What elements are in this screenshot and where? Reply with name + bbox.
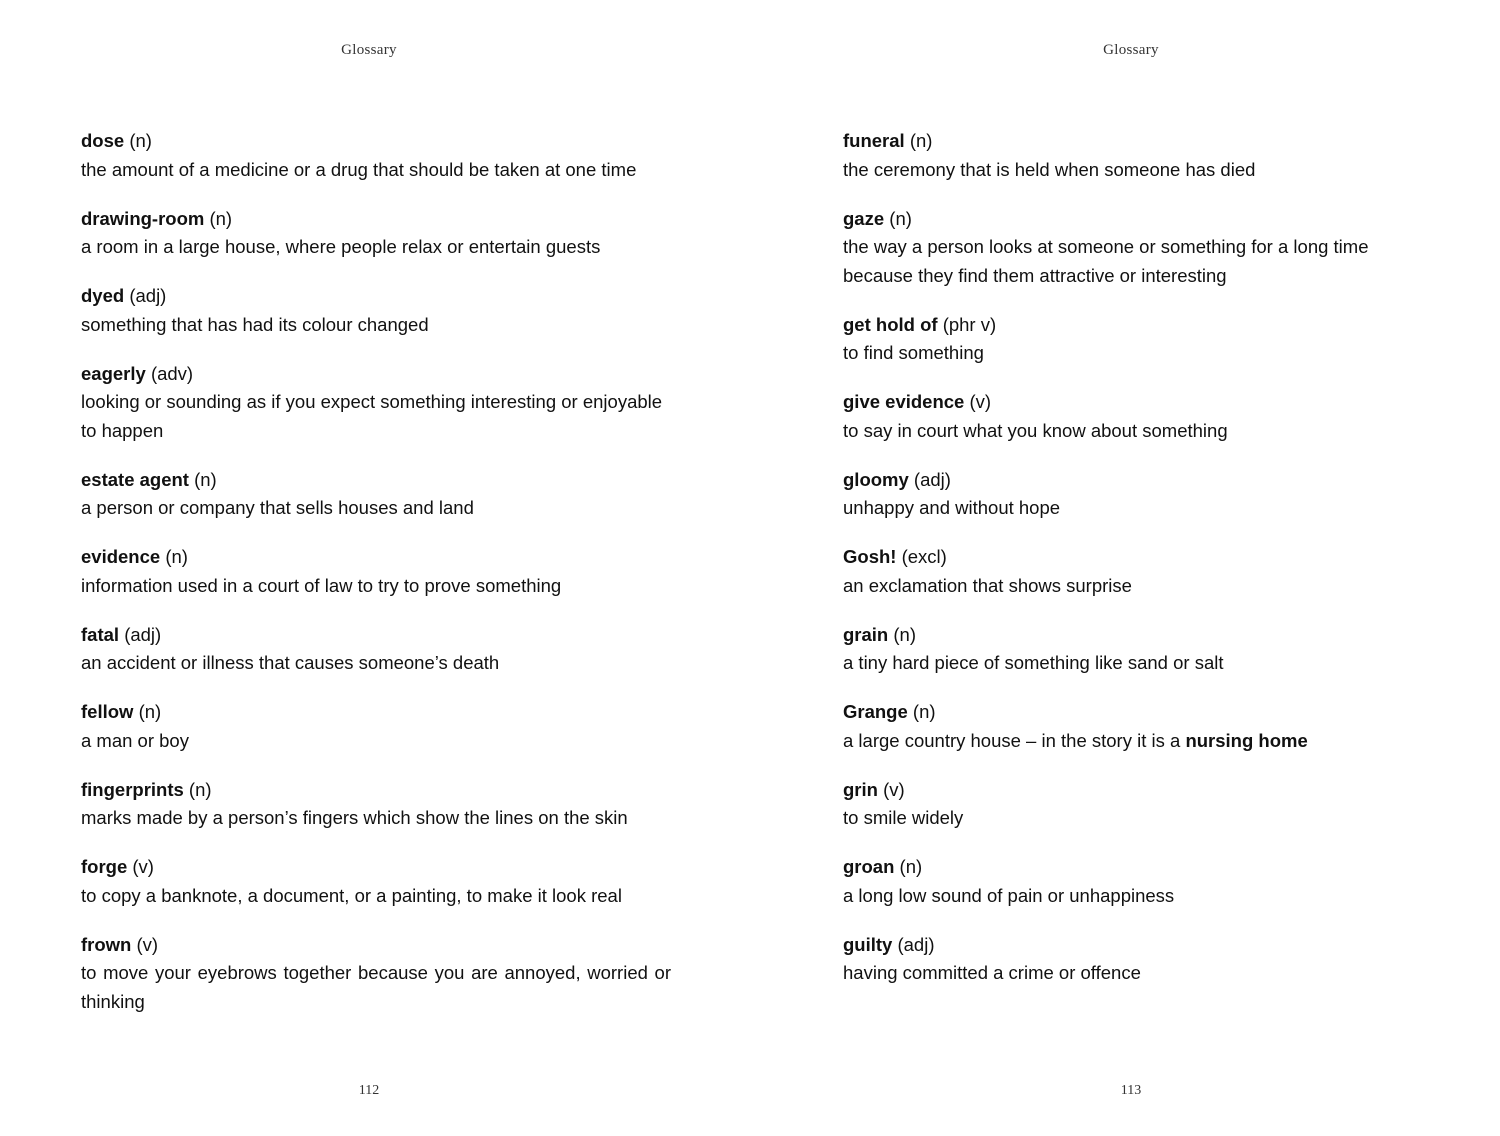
part-of-speech: (adj) bbox=[129, 285, 167, 306]
glossary-entry bbox=[843, 621, 1433, 678]
glossary-entry bbox=[81, 853, 671, 910]
glossary-term: drawing-room bbox=[81, 207, 205, 229]
glossary-term: fingerprints bbox=[81, 778, 184, 800]
part-of-speech: (v) bbox=[136, 933, 159, 955]
glossary-definition: information used in a court of law to try to prove something bbox=[81, 574, 562, 596]
glossary-term: dose bbox=[81, 130, 125, 151]
glossary-entry bbox=[843, 466, 1433, 523]
glossary-definition: looking or sounding as if you expect something interesting or enjoyable to happen bbox=[81, 391, 663, 441]
part-of-speech: (adj) bbox=[897, 933, 935, 955]
glossary-definition: unhappy and without hope bbox=[843, 497, 1061, 518]
glossary-term: frown bbox=[81, 933, 132, 955]
glossary-entry bbox=[81, 205, 671, 262]
part-of-speech: (n) bbox=[909, 130, 933, 151]
glossary-definition: to move your eyebrows together because you are annoyed, worried or thinking bbox=[81, 962, 671, 1012]
part-of-speech: (n) bbox=[129, 130, 152, 151]
glossary-entry bbox=[843, 698, 1433, 755]
glossary-entry bbox=[843, 311, 1433, 368]
glossary-definition: a tiny hard piece of something like sand or salt bbox=[843, 652, 1224, 673]
glossary-entry bbox=[843, 127, 1433, 184]
glossary-term: Grange bbox=[843, 701, 908, 722]
glossary-term: dyed bbox=[81, 285, 125, 306]
glossary-term: get hold of bbox=[843, 313, 938, 335]
glossary-term: forge bbox=[81, 856, 128, 877]
glossary-term: fellow bbox=[81, 701, 134, 722]
glossary-entry bbox=[843, 388, 1433, 445]
glossary-term: fatal bbox=[81, 623, 120, 645]
glossary-definition bbox=[843, 727, 1433, 756]
definition-bold-term: nursing home bbox=[1185, 729, 1308, 751]
glossary-term: funeral bbox=[843, 130, 905, 151]
glossary-definition: a room in a large house, where people relax or entertain guests bbox=[81, 236, 601, 257]
glossary-definition: an exclamation that shows surprise bbox=[843, 574, 1132, 596]
glossary-definition: to find something bbox=[843, 342, 984, 363]
glossary-list bbox=[843, 127, 1433, 1008]
glossary-term: gaze bbox=[843, 207, 885, 229]
part-of-speech: (adv) bbox=[150, 362, 194, 384]
glossary-definition: the amount of a medicine or a drug that should be taken at one time bbox=[81, 158, 637, 180]
part-of-speech: (n) bbox=[899, 856, 923, 877]
glossary-term: evidence bbox=[81, 546, 161, 567]
glossary-term: guilty bbox=[843, 933, 893, 955]
part-of-speech: (n) bbox=[194, 468, 217, 490]
glossary-entry bbox=[81, 621, 671, 678]
glossary-entry bbox=[81, 127, 671, 184]
glossary-entry bbox=[81, 360, 671, 446]
glossary-entry bbox=[81, 698, 671, 755]
running-head: Glossary bbox=[1103, 42, 1159, 58]
part-of-speech: (excl) bbox=[901, 546, 947, 567]
glossary-entry bbox=[843, 931, 1433, 988]
right-page bbox=[750, 0, 1500, 1136]
glossary-entry bbox=[843, 853, 1433, 910]
glossary-definition: something that has had its colour changed bbox=[81, 313, 429, 335]
part-of-speech: (phr v) bbox=[942, 313, 997, 335]
part-of-speech: (adj) bbox=[913, 468, 951, 490]
glossary-entry bbox=[81, 282, 671, 339]
glossary-definition: the ceremony that is held when someone has died bbox=[843, 158, 1256, 180]
running-head: Glossary bbox=[341, 42, 397, 58]
glossary-term: groan bbox=[843, 856, 895, 877]
glossary-definition: a long low sound of pain or unhappiness bbox=[843, 884, 1175, 906]
glossary-definition: to say in court what you know about something bbox=[843, 419, 1228, 441]
glossary-term: eagerly bbox=[81, 362, 146, 384]
glossary-term: grain bbox=[843, 623, 889, 645]
part-of-speech: (adj) bbox=[124, 623, 162, 645]
part-of-speech: (n) bbox=[138, 701, 162, 722]
part-of-speech: (n) bbox=[889, 207, 912, 229]
glossary-entry bbox=[843, 205, 1433, 291]
page-number: 113 bbox=[1120, 1083, 1142, 1098]
glossary-term: grin bbox=[843, 778, 878, 800]
part-of-speech: (n) bbox=[912, 701, 936, 722]
page-number: 112 bbox=[358, 1083, 380, 1098]
glossary-definition: a man or boy bbox=[81, 729, 189, 751]
glossary-definition: marks made by a person’s fingers which show the lines on the skin bbox=[81, 807, 628, 828]
glossary-entry bbox=[81, 543, 671, 600]
glossary-definition: the way a person looks at someone or something for a long time because they find them attractive or interesting bbox=[843, 236, 1369, 286]
glossary-term: estate agent bbox=[81, 468, 189, 490]
glossary-entry bbox=[81, 776, 671, 833]
part-of-speech: (n) bbox=[188, 778, 212, 800]
part-of-speech: (v) bbox=[883, 778, 905, 800]
definition-text: a large country house – in the story it is a bbox=[843, 729, 1181, 751]
glossary-definition: to copy a banknote, a document, or a painting, to make it look real bbox=[81, 884, 622, 906]
glossary-term: Gosh! bbox=[843, 546, 897, 567]
glossary-definition: an accident or illness that causes someone’s death bbox=[81, 652, 500, 673]
glossary-definition: to smile widely bbox=[843, 807, 964, 828]
glossary-entry bbox=[843, 776, 1433, 833]
glossary-term: gloomy bbox=[843, 468, 909, 490]
glossary-list bbox=[81, 127, 671, 1037]
glossary-entry bbox=[81, 931, 671, 1017]
glossary-definition: having committed a crime or offence bbox=[843, 962, 1141, 983]
glossary-term: give evidence bbox=[843, 391, 965, 412]
glossary-entry bbox=[843, 543, 1433, 600]
glossary-entry bbox=[81, 466, 671, 523]
part-of-speech: (n) bbox=[165, 546, 188, 567]
glossary-definition: a person or company that sells houses and land bbox=[81, 497, 474, 518]
part-of-speech: (n) bbox=[893, 623, 916, 645]
part-of-speech: (v) bbox=[969, 391, 992, 412]
part-of-speech: (v) bbox=[132, 856, 154, 877]
part-of-speech: (n) bbox=[209, 207, 233, 229]
